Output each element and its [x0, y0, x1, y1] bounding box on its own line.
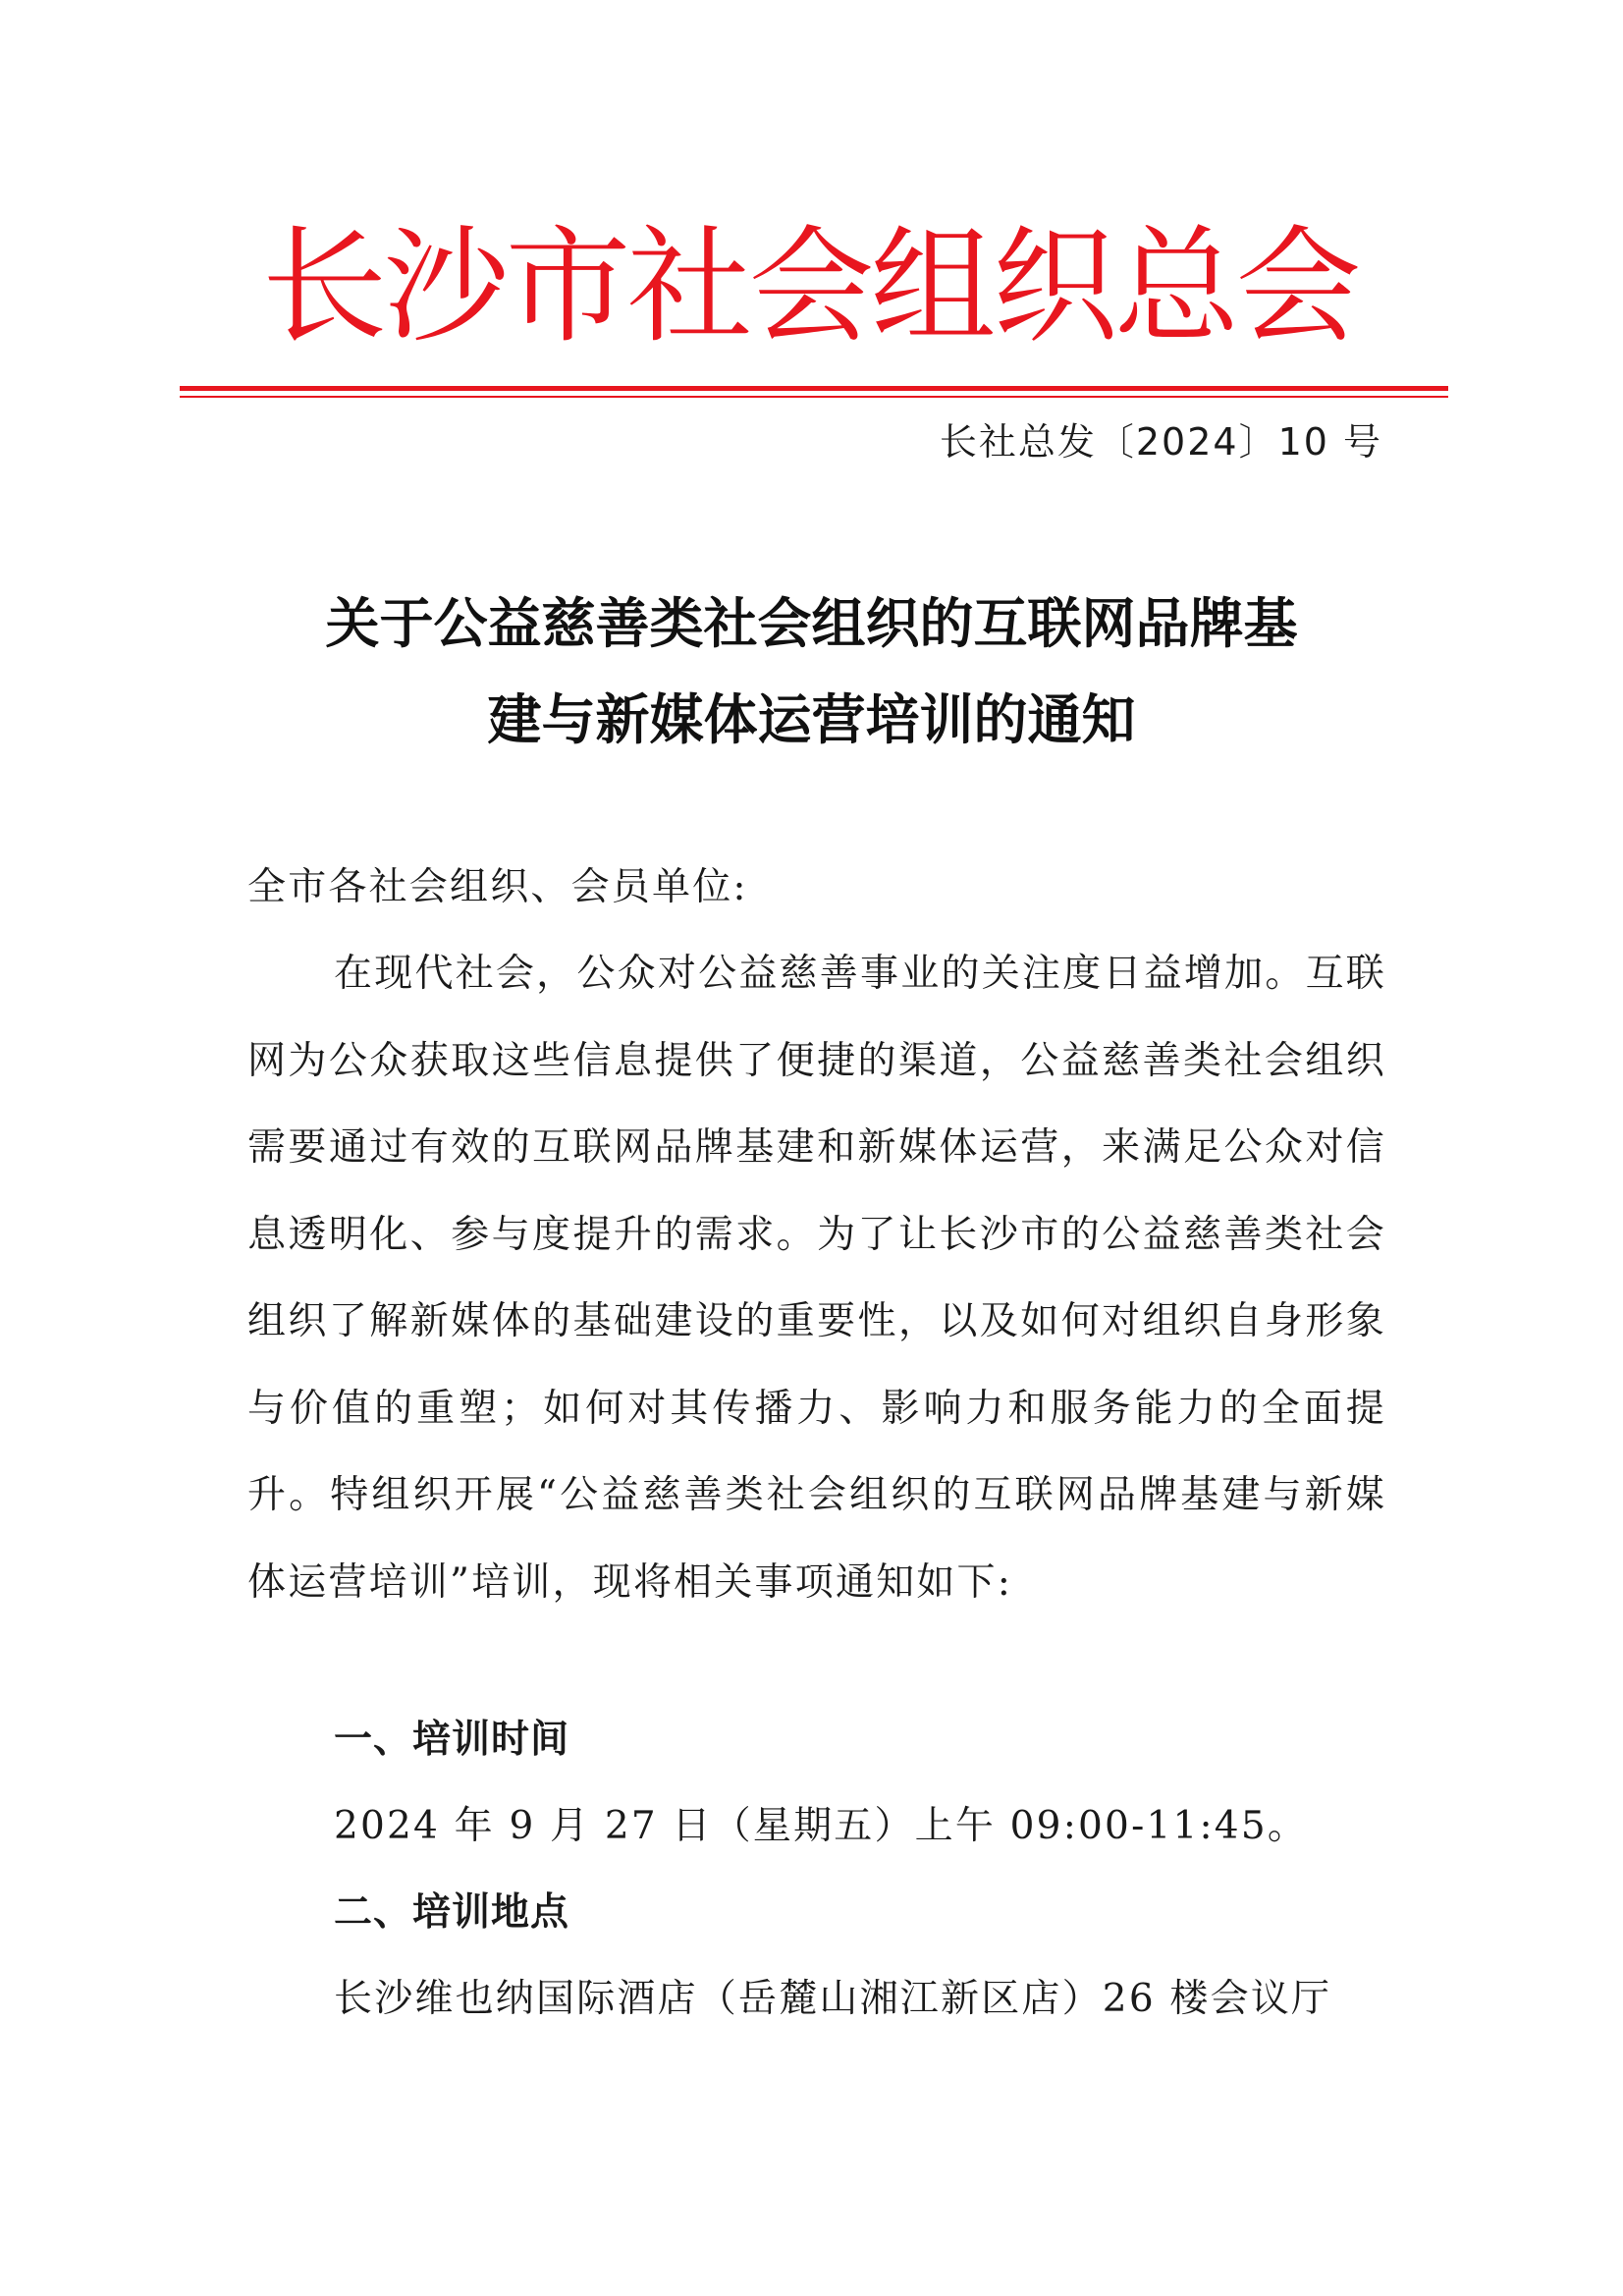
org-char: 长 — [261, 214, 388, 360]
org-char: 市 — [505, 214, 631, 360]
section-heading-time: 一、培训时间 — [334, 1718, 570, 1762]
title-line-1: 关于公益慈善类社会组织的互联网品牌基 — [325, 592, 1298, 655]
header-red-rule — [180, 386, 1448, 391]
section-heading-location: 二、培训地点 — [334, 1890, 570, 1935]
salutation: 全市各社会组织、会员单位: — [247, 865, 748, 909]
org-char: 社 — [626, 214, 753, 360]
org-char: 沙 — [383, 214, 510, 360]
issuing-organization-header — [0, 204, 1623, 371]
org-char: 织 — [992, 214, 1118, 360]
document-number: 长社总发〔2024〕10 号 — [939, 420, 1382, 464]
training-time: 2024 年 9 月 27 日（星期五）上午 09:00-11:45。 — [334, 1804, 1309, 1848]
title-line-2: 建与新媒体运营培训的通知 — [487, 688, 1136, 751]
document-title — [196, 575, 1427, 768]
org-char: 组 — [870, 214, 997, 360]
training-location: 长沙维也纳国际酒店（岳麓山湘江新区店）26 楼会议厅 — [334, 1977, 1332, 2021]
org-char: 会 — [1235, 214, 1362, 360]
header-red-rule-thin — [180, 396, 1448, 398]
org-char: 总 — [1113, 214, 1240, 360]
intro-paragraph: 在现代社会，公众对公益慈善事业的关注度日益增加。互联网为公众获取这些信息提供了便捷的渠道，公益慈善类社会组织需要通过有效的互联网品牌基建和新媒体运营，来满足公众对信息透明化、参与度提升的需求。为了让长沙市的公益慈善类社会组织了解新媒体的基础建设的重要性，以及如何对组织自身形象与价值的重塑；如何对其传播力、影响力和服务能力的全面提升。特组织开展“公益慈善类社会组织的互联网品牌基建与新媒体运营培训”培训，现将相关事项通知如下: — [247, 952, 1386, 1605]
org-char: 会 — [748, 214, 875, 360]
